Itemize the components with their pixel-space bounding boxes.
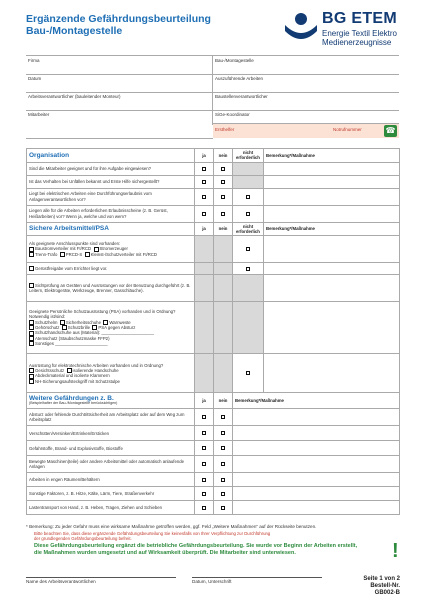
checkbox-nein[interactable]	[221, 167, 225, 171]
bemerkung-field[interactable]	[233, 441, 400, 456]
checkbox-nein[interactable]	[221, 415, 225, 419]
table-row: Gerüstfreigabe vom Errichter liegt vor.	[27, 263, 400, 275]
page-info: Seite 1 von 2 Bestell-Nr. GB002-B	[363, 576, 400, 596]
datum-label: Datum	[28, 76, 42, 81]
bemerkung-field[interactable]	[233, 501, 400, 515]
section-title-organisation: Organisation	[27, 149, 195, 163]
phone-plus-icon: ☎	[385, 126, 396, 135]
header-row-firma	[26, 56, 399, 75]
checkbox-ja[interactable]	[202, 195, 206, 199]
table-row: Verschütten/Versinken/Ertrinken/Ersticken	[27, 426, 400, 441]
table-row: Als geeignete Anschlusspunkte sind vorhanden: Baustromverteiler mit FI/RCD Stromerzeuger Trenn-Trafo PRCD-S Kleinst-/Schutzverteiler mit FI/RCD	[27, 236, 400, 263]
logo-name: BG ETEM	[322, 10, 397, 27]
table-row: Sonstige Faktoren, z. B. Hitze, Kälte, Lärm, Tiere, Straßenverkehr	[27, 487, 400, 501]
checkbox-ja[interactable]	[202, 478, 206, 482]
table-row: Liegt bei elektrischen Arbeiten eine Durchführungserlaubnis vom Anlagenverantwortlichen vor?	[27, 188, 400, 205]
bemerkung-field[interactable]	[264, 302, 400, 354]
section-title-weitere: Weitere Gefährdungen z. B.	[29, 395, 114, 403]
bemerkung-field[interactable]	[264, 188, 400, 205]
checkbox-nein[interactable]	[221, 506, 225, 510]
table-row: Gefahrstoffe, Brand- und Explosivstoffe, Biostoffe	[27, 441, 400, 456]
col-nicht: nicht erforderlich	[233, 149, 264, 163]
logo-subtitle: Energie Textil Elektro Medienerzeugnisse	[322, 29, 397, 47]
disclaimer-text: Bitte beachten Sie, dass diese ergänzende Gefährdungsbeurteilung Sie keinesfalls von Ihrer Verpflichtung zur Durchführung der grundlegenden Gefährdungsbeurteilung befreit.	[34, 531, 271, 541]
header-info-block	[26, 55, 399, 125]
checkbox-nein[interactable]	[221, 462, 225, 466]
checkbox-abdeckmaterial[interactable]	[29, 374, 34, 379]
checkbox-ja[interactable]	[202, 431, 206, 435]
bemerkung-field[interactable]	[233, 426, 400, 441]
sige-label: SiGe-Koordinator	[215, 112, 250, 117]
firma-label: Firma	[28, 58, 40, 63]
checkbox-nein[interactable]	[221, 180, 225, 184]
bemerkung-field[interactable]	[233, 487, 400, 501]
checkbox-nein[interactable]	[221, 431, 225, 435]
table-row: Arbeiten in engen Räumen/Behältern	[27, 473, 400, 487]
checkbox-nicht[interactable]	[246, 247, 250, 251]
footnote: * Bemerkung: Zu jeder Gefahr muss eine wirksame Maßnahme getroffen werden, ggf. Feld „Weitere Maßnahmen“ auf der Rückseite benutzen.	[26, 524, 317, 529]
checkbox-prcd-s[interactable]	[60, 252, 65, 257]
signature-date-field[interactable]: Datum, Unterschrift	[192, 577, 322, 584]
table-row: Absturz oder fehlende Durchtrittsicherheit am Arbeitsplatz oder auf dem Weg zum Arbeitsplatz	[27, 409, 400, 426]
bemerkung-field[interactable]	[264, 263, 400, 275]
table-row: Sind die Mitarbeiter geeignet und für ihre Aufgabe eingewiesen?	[27, 162, 400, 175]
section-organisation	[27, 149, 400, 163]
checkbox-nein[interactable]	[221, 492, 225, 496]
checkbox-ja[interactable]	[202, 415, 206, 419]
checkbox-ja[interactable]	[202, 506, 206, 510]
checkbox-ja[interactable]	[202, 462, 206, 466]
bemerkung-field[interactable]	[264, 205, 400, 222]
checkbox-nicht[interactable]	[246, 195, 250, 199]
bemerkung-field[interactable]	[233, 409, 400, 426]
checkbox-nicht[interactable]	[246, 267, 250, 271]
checkbox-ja[interactable]	[202, 180, 206, 184]
section-title-sichere: Sichere Arbeitsmittel/PSA	[27, 222, 195, 236]
section-sichere-arbeitsmittel: Sichere Arbeitsmittel/PSA ja nein nicht erforderlich Bemerkung*/Maßnahme	[27, 222, 400, 236]
header-bottom-line	[26, 138, 213, 139]
auszufuehren-label: Auszuführende Arbeiten	[215, 76, 264, 81]
section-weitere-gefaehrdungen: Weitere Gefährdungen z. B. (Beispielhafter der Bau-/Montagestelle berücksichtigen) ja nein Bemerkung*/Maßnahme	[27, 393, 400, 409]
checkbox-nein[interactable]	[221, 446, 225, 450]
notrufnummer-label: Notrufnummer	[333, 127, 362, 132]
table-row: Bewegte Maschinen(teile) oder andere Arbeitsmittel oder automatisch anlaufende Anlagen	[27, 456, 400, 473]
header-row-datum	[26, 74, 399, 93]
checkbox-trenn-trafo[interactable]	[29, 252, 34, 257]
exclamation-icon: !	[392, 540, 399, 562]
mitarbeiter-label: Mitarbeiter	[28, 112, 50, 117]
checkbox-schutzhandschuhe[interactable]	[29, 331, 34, 336]
col-bemerkung: Bemerkung*/Maßnahme	[264, 149, 400, 163]
table-row: Ausrüstung für elektrotechnische Arbeiten vorhanden und in Ordnung? Gesichtsschutz isolierende Handschuhe Abdeckmaterial und isolierte Klammern NH-Sicherungsaufsteckgriff mit Schutzstulpe	[27, 354, 400, 393]
arbeitsverantwortlicher-label: Arbeitsverantwortlicher (bauleitender Monteur)	[28, 94, 121, 99]
bg-etem-logo-icon	[283, 11, 319, 47]
checkbox-geruestfreigabe[interactable]	[29, 266, 34, 271]
table-row: Geeignete Persönliche Schutzausrüstung (PSA) vorhanden und in Ordnung? Notwendig ist/sind: Schutzhelm Sicherheitsschuhe Warnweste Gehörschutz Schutzbrille PSA gegen Absturz Schutzhandschuhe aus (Material): ______________________ Atemschutz (Staubschutzmaske FFP2) Sonstiges ______________________	[27, 302, 400, 354]
table-row: Sichtprüfung an Geräten und Ausrüstungen vor der Benutzung durchgeführt (z. B. Leitern, Elektrogeräte, Werkzeuge, Brenner, Gasschläuche).	[27, 275, 400, 302]
checkbox-kleinstverteiler[interactable]	[85, 252, 90, 257]
table-row: Lastentransport von Hand, z. B. Heben, Tragen, Ziehen und Schieben	[27, 501, 400, 515]
bau-label: Bau-/Montagestelle	[215, 58, 254, 63]
checkbox-nein[interactable]	[221, 212, 225, 216]
bemerkung-field[interactable]	[264, 236, 400, 263]
checkbox-nicht[interactable]	[246, 212, 250, 216]
col-nein: nein	[214, 149, 233, 163]
checkbox-sonstiges[interactable]	[29, 341, 34, 346]
baustellenverantwortlicher-label: Baustellenverantwortlicher	[215, 94, 268, 99]
table-row: Liegen alle für die Arbeiten erforderlichen Erlaubnisscheine (z. B. Gerüst, Heißarbeiten) vor? Wenn ja, welche und von wem?	[27, 205, 400, 222]
col-ja: ja	[195, 149, 214, 163]
bemerkung-field[interactable]	[264, 162, 400, 175]
bemerkung-field[interactable]	[264, 175, 400, 188]
checkbox-nh-griff[interactable]	[29, 379, 34, 384]
page-title: Ergänzende Gefährdungsbeurteilung Bau-/Montagestelle	[26, 13, 211, 37]
confirmation-text: Diese Gefährdungsbeurteilung ergänzt die betriebliche Gefährdungsbeurteilung. Sie wurde vor Beginn der Arbeiten erstellt, die Maßnahmen wurden umgesetzt und auf Wirksamkeit überprüft. Die Mitarbeiter sind unterwiesen.	[34, 543, 358, 556]
bemerkung-field[interactable]	[233, 456, 400, 473]
checkbox-ja[interactable]	[202, 212, 206, 216]
table-row: Ist das Verhalten bei Unfällen bekannt und Erste Hilfe sichergestellt?	[27, 175, 400, 188]
signature-name-field[interactable]: Name des Arbeitsverantwortlichen	[26, 577, 176, 584]
checkbox-nein[interactable]	[221, 195, 225, 199]
checkbox-ja[interactable]	[202, 446, 206, 450]
checkbox-ja[interactable]	[202, 167, 206, 171]
header-row-verantwortlicher	[26, 92, 399, 111]
checkbox-ja[interactable]	[202, 492, 206, 496]
bemerkung-field[interactable]	[233, 473, 400, 487]
bemerkung-field[interactable]	[264, 354, 400, 393]
ersthelfer-notruf-row	[213, 123, 399, 138]
bemerkung-field[interactable]	[264, 275, 400, 302]
ersthelfer-label: Ersthelfer	[215, 127, 235, 132]
checkbox-nein[interactable]	[221, 478, 225, 482]
checkbox-nicht[interactable]	[246, 371, 250, 375]
assessment-table	[26, 148, 400, 515]
